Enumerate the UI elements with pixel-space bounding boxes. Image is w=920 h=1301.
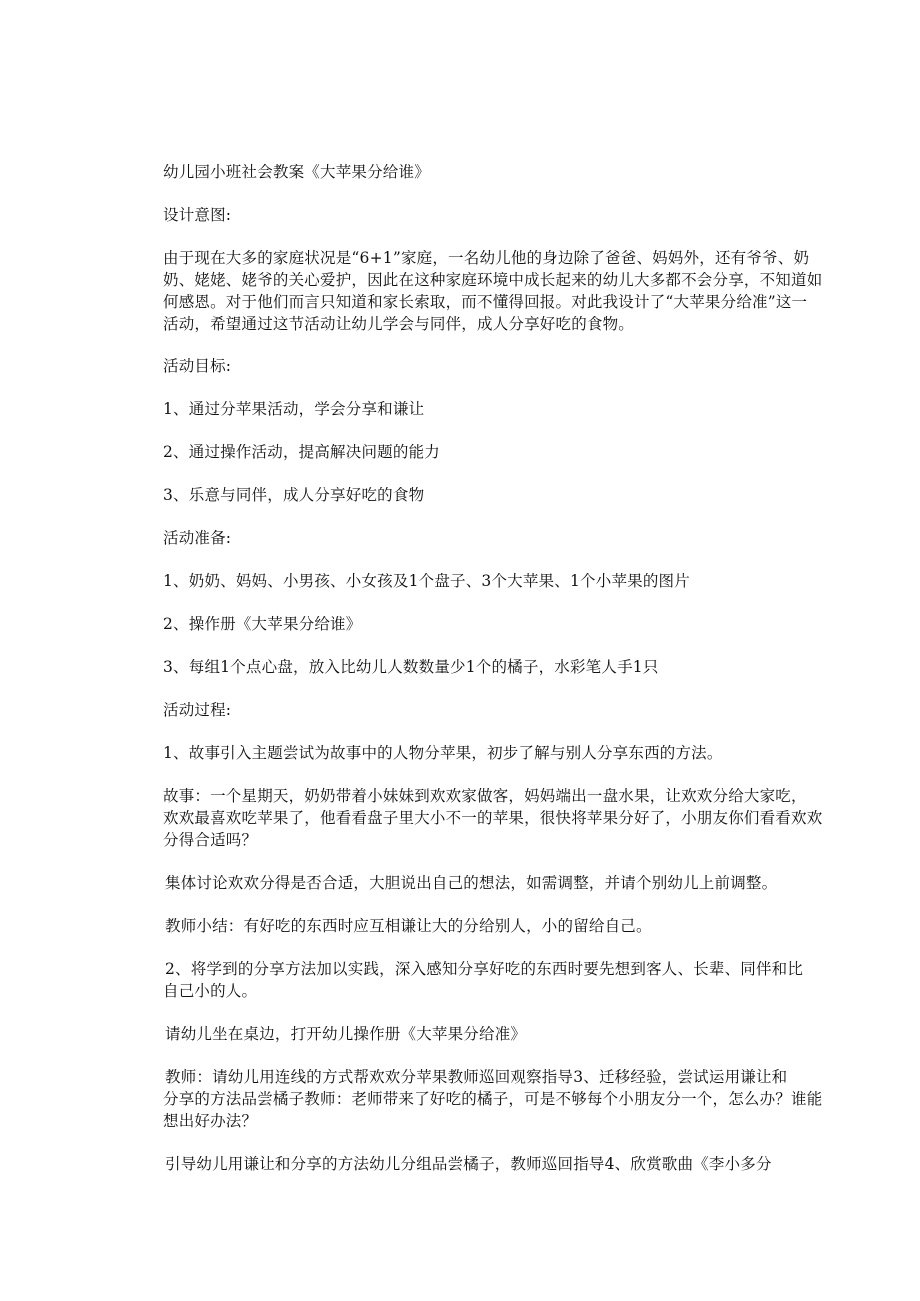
- goal-item: 2、通过操作活动，提高解决问题的能力: [163, 443, 440, 461]
- process-step-2-line: 自己小的人。: [163, 982, 258, 1000]
- prep-item: 1、奶奶、妈妈、小男孩、小女孩及1个盘子、3个大苹果、1个小苹果的图片: [163, 572, 690, 590]
- discussion-line: 集体讨论欢欢分得是否合适，大胆说出自己的想法，如需调整，并请个别幼儿上前调整。: [165, 874, 778, 892]
- open-book-line: 请幼儿坐在桌边，打开幼儿操作册《大苹果分给准》: [165, 1025, 527, 1043]
- teacher-summary-line: 教师小结：有好吃的东西时应互相谦让大的分给别人，小的留给自己。: [165, 917, 652, 935]
- document-title: 幼儿园小班社会教案《大苹果分给谁》: [163, 163, 430, 181]
- guide-paragraph-line: 引导幼儿用谦让和分享的方法幼儿分组品尝橘子，教师巡回指导4、欣赏歌曲《李小多分: [165, 1155, 772, 1173]
- heading-activity-goals: 活动目标:: [163, 357, 232, 375]
- teacher-paragraph-line: 想出好办法？: [163, 1112, 258, 1130]
- prep-item: 3、每组1个点心盘，放入比幼儿人数数量少1个的橘子，水彩笔人手1只: [163, 658, 659, 676]
- design-paragraph-line: 奶、姥姥、姥爷的关心爱护，因此在这种家庭环境中成长起来的幼儿大多都不会分享，不知道如: [163, 271, 823, 289]
- story-paragraph-line: 分得合适吗？: [163, 831, 258, 849]
- design-paragraph-line: 活动，希望通过这节活动让幼儿学会与同伴，成人分享好吃的食物。: [163, 315, 635, 333]
- design-paragraph-line: 何感恩。对于他们而言只知道和家长索取，而不懂得回报。对此我设计了“大苹果分给准”这一: [163, 293, 808, 311]
- goal-item: 1、通过分苹果活动，学会分享和谦让: [163, 400, 425, 418]
- design-paragraph-line: 由于现在大多的家庭状况是“6+1”家庭，一名幼儿他的身边除了爸爸、妈妈外，还有爷爷、奶: [163, 249, 810, 267]
- heading-activity-prep: 活动准备:: [163, 529, 232, 547]
- prep-item: 2、操作册《大苹果分给谁》: [163, 615, 362, 633]
- teacher-paragraph-line: 分享的方法品尝橘子教师：老师带来了好吃的橘子，可是不够每个小朋友分一个，怎么办？谁能: [163, 1090, 823, 1108]
- process-step-2-line: 2、将学到的分享方法加以实践，深入感知分享好吃的东西时要先想到客人、长辈、同伴和比: [165, 960, 804, 978]
- process-step-1: 1、故事引入主题尝试为故事中的人物分苹果，初步了解与别人分享东西的方法。: [163, 744, 723, 762]
- story-paragraph-line: 故事：一个星期天，奶奶带着小妹妹到欢欢家做客，妈妈端出一盘水果，让欢欢分给大家吃，: [163, 787, 807, 805]
- teacher-paragraph-line: 教师：请幼儿用连线的方式帮欢欢分苹果教师巡回观察指导3、迁移经验，尝试运用谦让和: [165, 1068, 788, 1086]
- heading-design-intent: 设计意图:: [163, 206, 232, 224]
- goal-item: 3、乐意与同伴，成人分享好吃的食物: [163, 486, 425, 504]
- story-paragraph-line: 欢欢最喜欢吃苹果了，他看看盘子里大小不一的苹果，很快将苹果分好了，小朋友你们看看欢欢: [163, 809, 823, 827]
- heading-activity-process: 活动过程:: [163, 701, 232, 719]
